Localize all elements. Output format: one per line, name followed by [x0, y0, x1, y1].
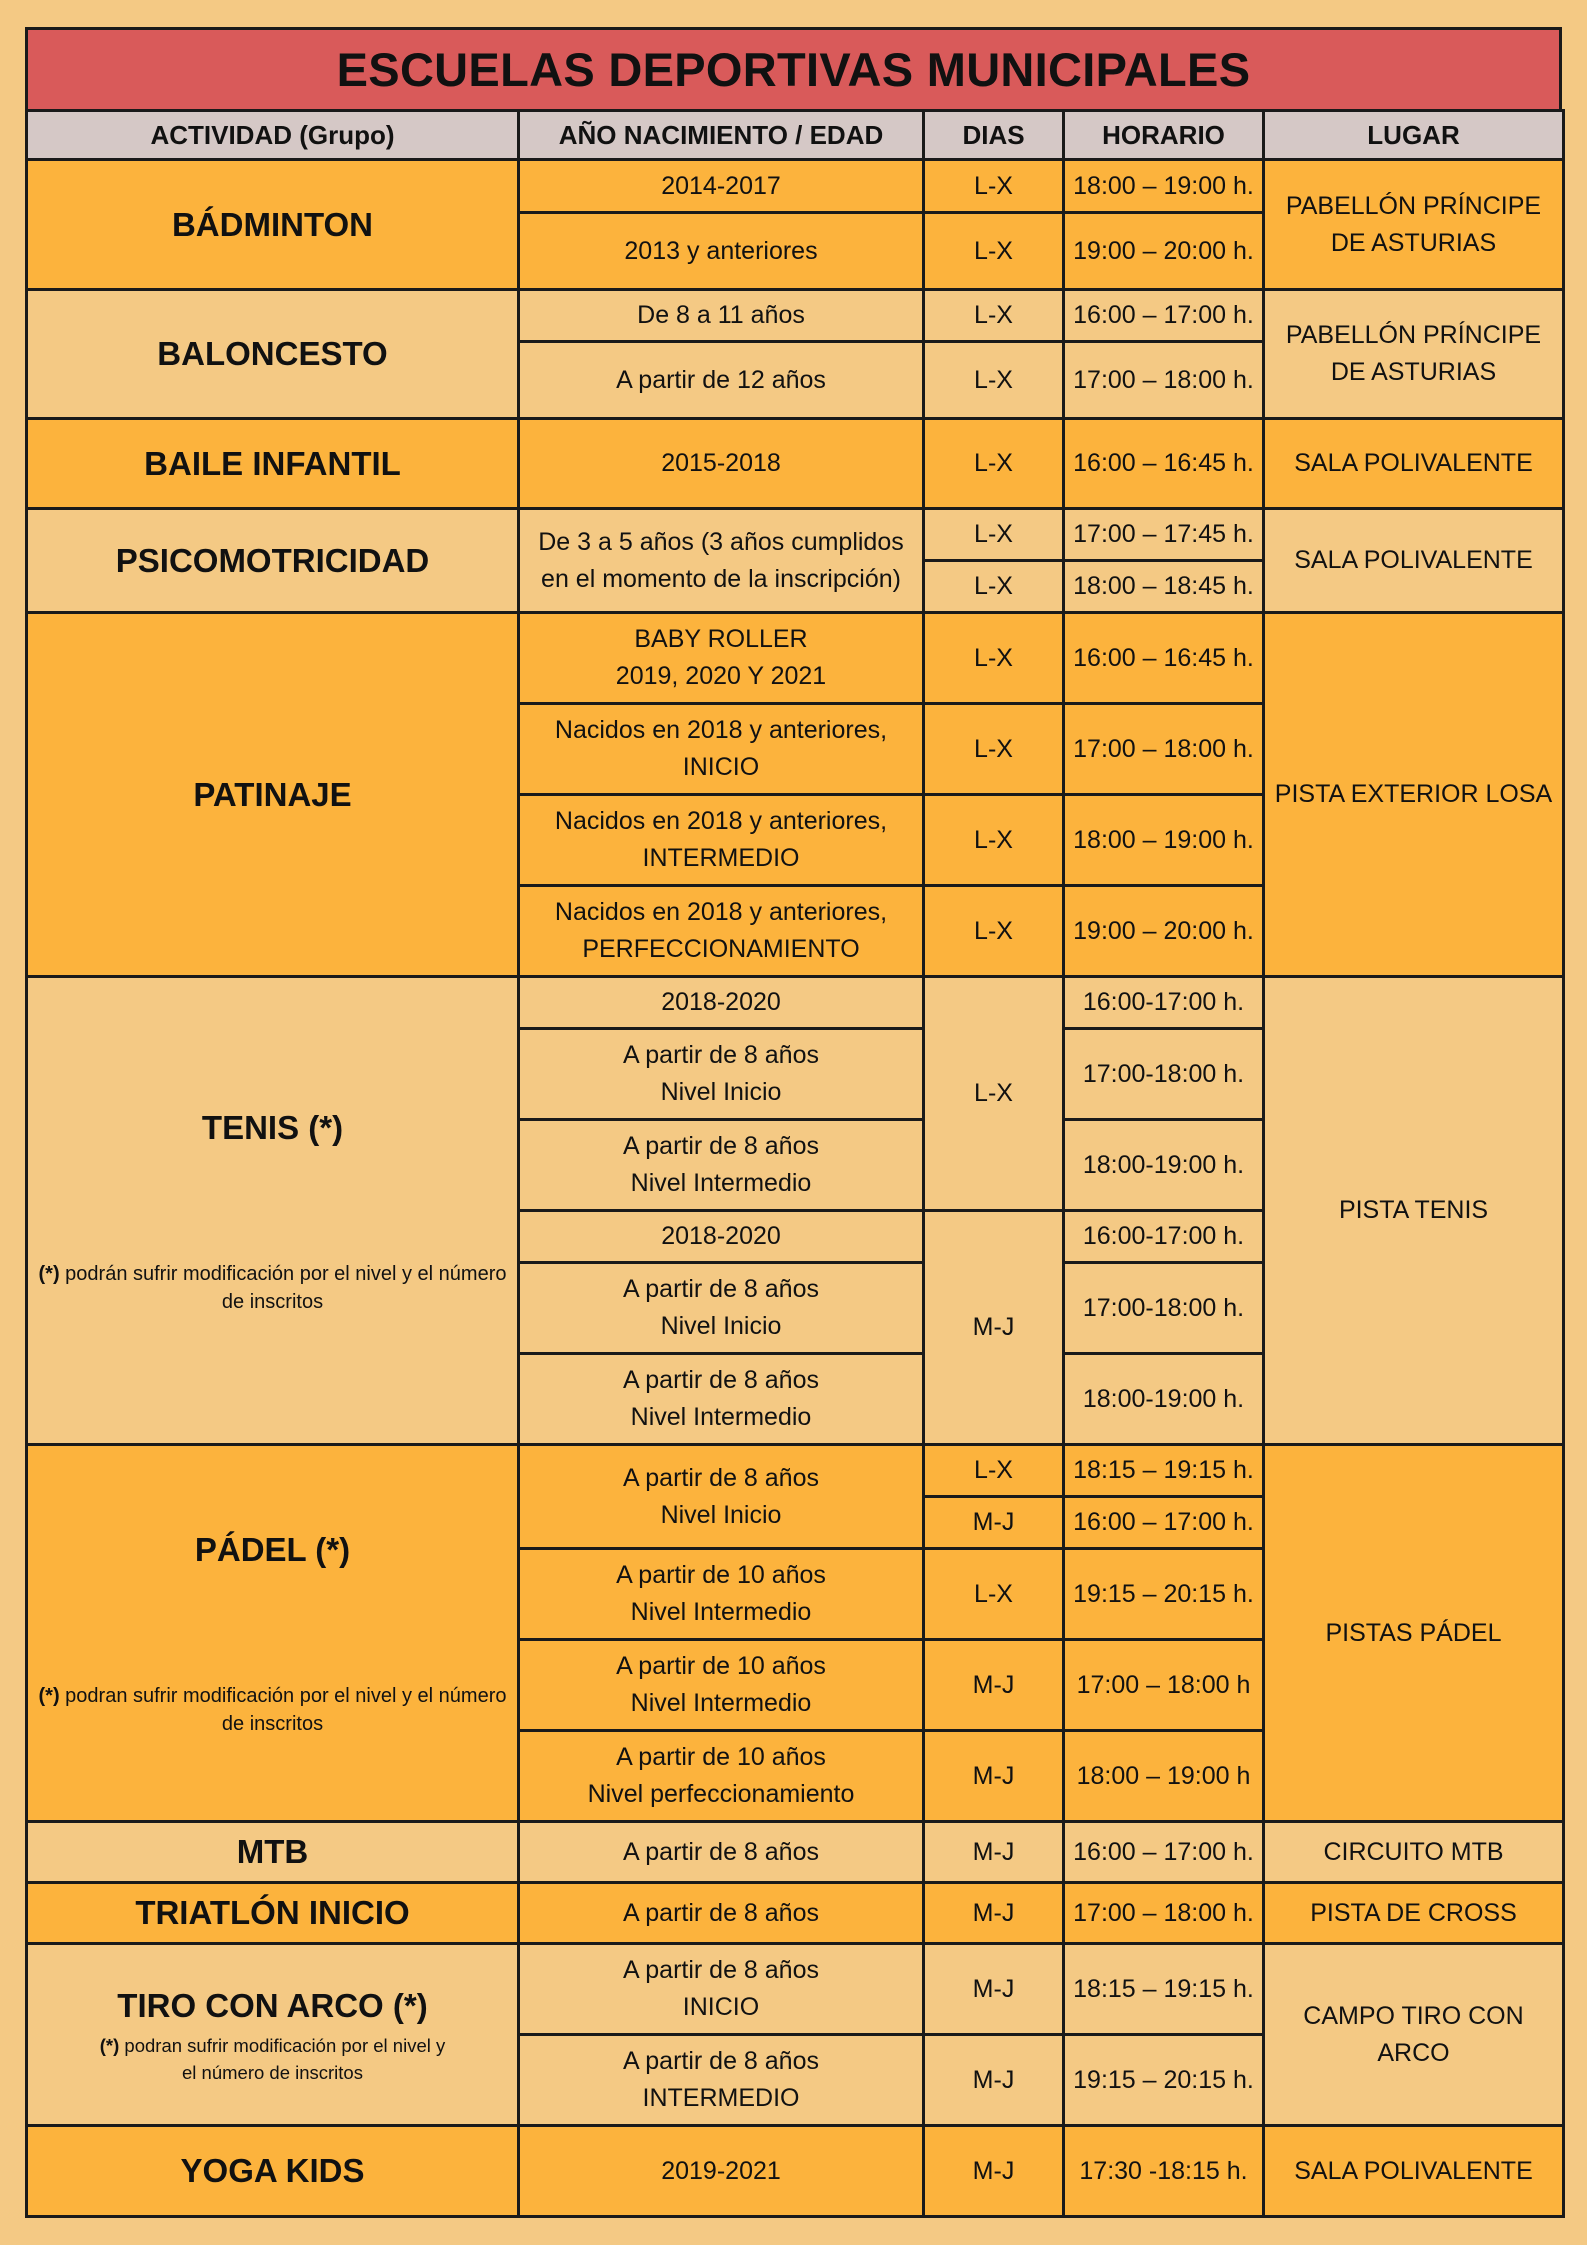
time-cell: 19:00 – 20:00 h. [1064, 213, 1264, 290]
time-cell: 17:00-18:00 h. [1064, 1263, 1264, 1354]
age-cell [519, 1120, 924, 1211]
activity-note [34, 2032, 511, 2086]
days-cell: L-X [924, 1549, 1064, 1640]
activity-padel-name: PÁDEL (*) [194, 1531, 351, 1568]
age-line: Nivel Inicio [660, 1312, 782, 1340]
activity-padel [27, 1445, 519, 1822]
age-line: Nacidos en 2018 y anteriores, [554, 898, 888, 926]
activity-yoga: YOGA KIDS [27, 2126, 519, 2217]
age-cell: 2018-2020 [519, 1211, 924, 1263]
age-cell [519, 1445, 924, 1549]
activity-tiro-name: TIRO CON ARCO (*) [117, 1986, 428, 2024]
age-cell: 2019-2021 [519, 2126, 924, 2217]
age-cell [519, 886, 924, 977]
table-row [27, 1944, 1564, 2035]
note-text: el número de inscritos [182, 2061, 363, 2083]
age-cell: 2015-2018 [519, 419, 924, 509]
time-cell: 17:00 – 17:45 h. [1064, 509, 1264, 561]
age-line: INTERMEDIO [642, 844, 800, 872]
age-cell [519, 1731, 924, 1822]
age-line: Nivel perfeccionamiento [587, 1780, 855, 1808]
age-line: A partir de 10 años [616, 1743, 826, 1771]
time-cell: 17:00 – 18:00 h. [1064, 1883, 1264, 1944]
header-activity: ACTIVIDAD (Grupo) [27, 111, 519, 160]
place-cell: SALA POLIVALENTE [1264, 419, 1564, 509]
age-cell [519, 704, 924, 795]
days-cell: M-J [924, 1497, 1064, 1549]
activity-note [34, 1260, 511, 1316]
note-marker: (*) [38, 1262, 60, 1285]
activity-tenis [27, 977, 519, 1445]
days-cell: M-J [924, 1883, 1064, 1944]
table-row [27, 2126, 1564, 2217]
activity-patinaje: PATINAJE [27, 613, 519, 977]
time-cell: 19:00 – 20:00 h. [1064, 886, 1264, 977]
age-line: BABY ROLLER [634, 625, 808, 653]
age-line: A partir de 8 años [623, 1366, 819, 1394]
time-cell: 16:00 – 16:45 h. [1064, 419, 1264, 509]
table-row [27, 1445, 1564, 1497]
days-cell: L-X [924, 290, 1064, 342]
note-text: podran sufrir modificación por el nivel y el número de inscritos [59, 1685, 507, 1735]
place-cell: PABELLÓN PRÍNCIPE DE ASTURIAS [1264, 290, 1564, 419]
table-row [27, 290, 1564, 342]
time-cell: 16:00 – 16:45 h. [1064, 613, 1264, 704]
age-line: Nivel Intermedio [630, 1689, 812, 1717]
age-cell: 2014-2017 [519, 160, 924, 213]
header-age: AÑO NACIMIENTO / EDAD [519, 111, 924, 160]
note-marker: (*) [38, 1685, 60, 1707]
days-cell: M-J [924, 2126, 1064, 2217]
days-cell: L-X [924, 509, 1064, 561]
days-cell: L-X [924, 1445, 1064, 1497]
activity-mtb: MTB [27, 1822, 519, 1883]
days-cell: M-J [924, 1822, 1064, 1883]
place-cell: PISTA TENIS [1264, 977, 1564, 1445]
header-place: LUGAR [1264, 111, 1564, 160]
time-cell: 18:15 – 19:15 h. [1064, 1944, 1264, 2035]
time-cell: 17:00 – 18:00 h. [1064, 704, 1264, 795]
days-cell: M-J [924, 1944, 1064, 2035]
age-cell: A partir de 12 años [519, 342, 924, 419]
age-cell [519, 1354, 924, 1445]
time-cell: 16:00 – 17:00 h. [1064, 1822, 1264, 1883]
time-cell: 18:00 – 19:00 h. [1064, 160, 1264, 213]
table-row [27, 1822, 1564, 1883]
time-cell: 16:00 – 17:00 h. [1064, 1497, 1264, 1549]
place-cell: PISTA EXTERIOR LOSA [1264, 613, 1564, 977]
age-line: PERFECCIONAMIENTO [582, 935, 860, 963]
age-cell: 2013 y anteriores [519, 213, 924, 290]
age-cell [519, 1263, 924, 1354]
time-cell: 17:00-18:00 h. [1064, 1029, 1264, 1120]
age-cell: A partir de 8 años [519, 1883, 924, 1944]
time-cell: 18:00-19:00 h. [1064, 1120, 1264, 1211]
age-cell [519, 1029, 924, 1120]
place-cell: CIRCUITO MTB [1264, 1822, 1564, 1883]
age-cell: De 8 a 11 años [519, 290, 924, 342]
days-cell: L-X [924, 213, 1064, 290]
days-cell: L-X [924, 419, 1064, 509]
activity-psicomotricidad: PSICOMOTRICIDAD [27, 509, 519, 613]
time-cell: 17:00 – 18:00 h [1064, 1640, 1264, 1731]
age-line: Nivel Inicio [660, 1078, 782, 1106]
table-row [27, 509, 1564, 561]
place-cell: CAMPO TIRO CON ARCO [1264, 1944, 1564, 2126]
days-cell: M-J [924, 1640, 1064, 1731]
time-cell: 19:15 – 20:15 h. [1064, 2035, 1264, 2126]
days-cell: L-X [924, 342, 1064, 419]
age-line: A partir de 8 años [623, 1132, 819, 1160]
age-line: INICIO [682, 753, 760, 781]
age-cell: 2018-2020 [519, 977, 924, 1029]
age-cell [519, 1640, 924, 1731]
schedule-sheet [25, 27, 1562, 2218]
days-cell: L-X [924, 704, 1064, 795]
days-cell: L-X [924, 561, 1064, 613]
place-cell: SALA POLIVALENTE [1264, 509, 1564, 613]
table-row [27, 419, 1564, 509]
days-cell: L-X [924, 160, 1064, 213]
days-cell: L-X [924, 886, 1064, 977]
header-row [27, 111, 1564, 160]
age-line: A partir de 10 años [616, 1561, 826, 1589]
note-text: podrán sufrir modificación por el nivel y el número de inscritos [59, 1262, 507, 1313]
age-line: Nacidos en 2018 y anteriores, [554, 716, 888, 744]
time-cell: 17:00 – 18:00 h. [1064, 342, 1264, 419]
age-cell: A partir de 8 años [519, 1822, 924, 1883]
place-cell: PISTAS PÁDEL [1264, 1445, 1564, 1822]
table-row [27, 613, 1564, 704]
age-line: Nacidos en 2018 y anteriores, [554, 807, 888, 835]
activity-baile: BAILE INFANTIL [27, 419, 519, 509]
age-line: Nivel Inicio [660, 1500, 782, 1529]
table-row [27, 160, 1564, 213]
age-cell [519, 613, 924, 704]
age-line: A partir de 8 años [623, 2047, 819, 2075]
place-cell: SALA POLIVALENTE [1264, 2126, 1564, 2217]
age-line: Nivel Intermedio [630, 1403, 812, 1431]
time-cell: 16:00-17:00 h. [1064, 977, 1264, 1029]
age-cell [519, 795, 924, 886]
age-line: A partir de 8 años [623, 1463, 819, 1492]
time-cell: 18:00-19:00 h. [1064, 1354, 1264, 1445]
page-title: ESCUELAS DEPORTIVAS MUNICIPALES [25, 27, 1562, 109]
age-line: A partir de 8 años [623, 1041, 819, 1069]
age-cell [519, 1944, 924, 2035]
place-cell: PABELLÓN PRÍNCIPE DE ASTURIAS [1264, 160, 1564, 290]
days-cell: L-X [924, 977, 1064, 1211]
table-row [27, 977, 1564, 1029]
days-cell: L-X [924, 795, 1064, 886]
days-cell: M-J [924, 1211, 1064, 1445]
time-cell: 17:30 -18:15 h. [1064, 2126, 1264, 2217]
activity-badminton: BÁDMINTON [27, 160, 519, 290]
age-line: A partir de 8 años [623, 1956, 819, 1984]
activity-baloncesto: BALONCESTO [27, 290, 519, 419]
activity-tenis-name: TENIS (*) [201, 1108, 344, 1146]
time-cell: 18:15 – 19:15 h. [1064, 1445, 1264, 1497]
age-line: 2019, 2020 Y 2021 [615, 662, 827, 690]
time-cell: 16:00-17:00 h. [1064, 1211, 1264, 1263]
age-cell: De 3 a 5 años (3 años cumplidos en el momento de la inscripción) [519, 509, 924, 613]
time-cell: 18:00 – 19:00 h. [1064, 795, 1264, 886]
days-cell: M-J [924, 1731, 1064, 1822]
age-cell [519, 1549, 924, 1640]
place-cell: PISTA DE CROSS [1264, 1883, 1564, 1944]
time-cell: 16:00 – 17:00 h. [1064, 290, 1264, 342]
time-cell: 19:15 – 20:15 h. [1064, 1549, 1264, 1640]
note-text: podran sufrir modificación por el nivel y [119, 2034, 446, 2056]
time-cell: 18:00 – 18:45 h. [1064, 561, 1264, 613]
time-cell: 18:00 – 19:00 h [1064, 1731, 1264, 1822]
age-line: A partir de 10 años [616, 1652, 826, 1680]
activity-note [34, 1682, 511, 1738]
table-row [27, 1883, 1564, 1944]
age-line: INTERMEDIO [642, 2084, 800, 2112]
activity-tiro [27, 1944, 519, 2126]
days-cell: L-X [924, 613, 1064, 704]
header-days: DIAS [924, 111, 1064, 160]
age-line: Nivel Intermedio [630, 1598, 812, 1626]
age-line: A partir de 8 años [623, 1275, 819, 1303]
schedule-table [25, 109, 1565, 2218]
age-line: Nivel Intermedio [630, 1169, 812, 1197]
activity-triatlon: TRIATLÓN INICIO [27, 1883, 519, 1944]
age-cell [519, 2035, 924, 2126]
age-line: INICIO [682, 1993, 760, 2021]
days-cell: M-J [924, 2035, 1064, 2126]
note-marker: (*) [99, 2034, 120, 2056]
header-time: HORARIO [1064, 111, 1264, 160]
